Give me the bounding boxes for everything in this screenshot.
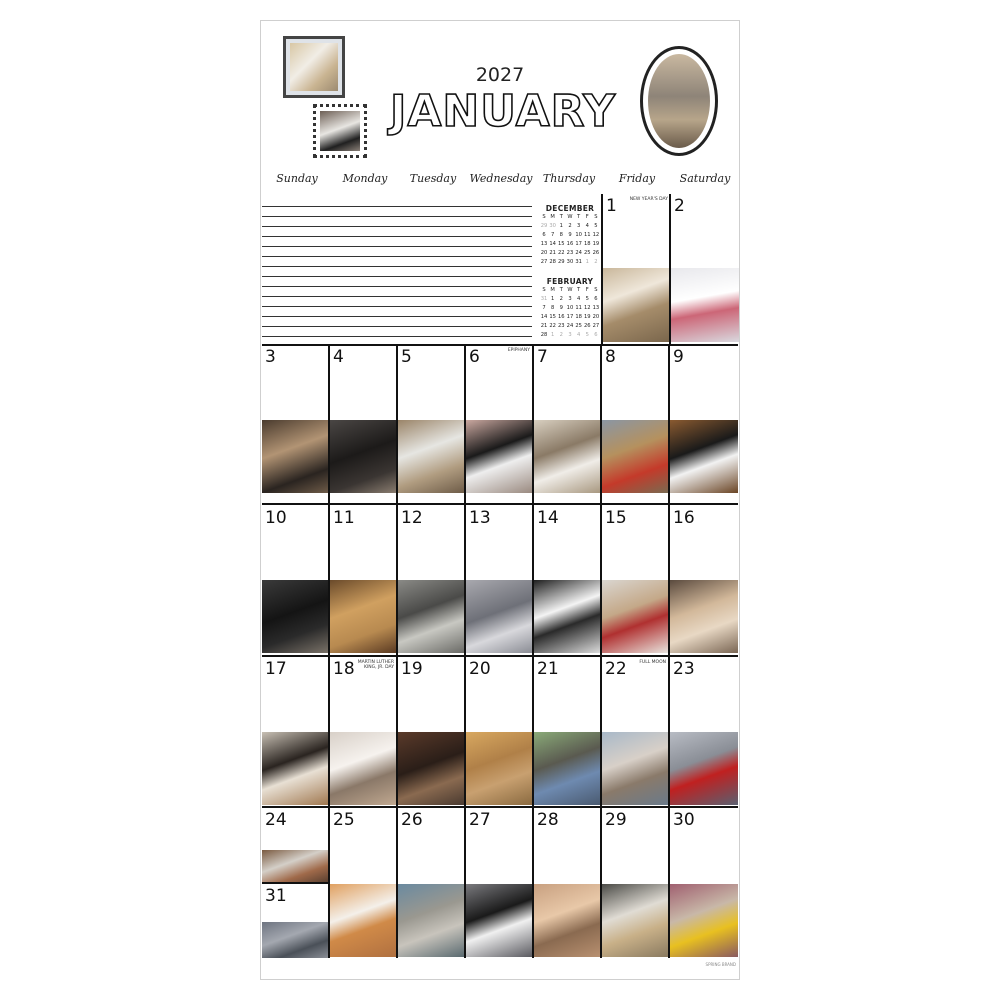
day-20: 20	[469, 659, 491, 679]
day-2: 2	[674, 196, 685, 216]
cat-photo	[670, 884, 738, 957]
cat-photo	[534, 884, 600, 957]
weekday-sunday: Sunday	[276, 172, 318, 185]
mini-calendar-title: DECEMBER	[545, 204, 595, 213]
mini-calendar-week: 13 14 15 16 17 18 19	[540, 241, 600, 247]
day-1: 1	[606, 196, 617, 216]
day-10: 10	[265, 508, 287, 528]
cat-photo	[466, 732, 532, 805]
mini-calendar-week: 7 8 9 10 11 12 13	[542, 305, 600, 311]
day-12: 12	[401, 508, 423, 528]
cat-photo	[398, 732, 464, 805]
publisher-credit: SPRING BRAND	[705, 962, 736, 967]
mini-calendar-header: S M T W T F S	[542, 214, 598, 220]
cat-photo	[466, 420, 532, 493]
cat-photo	[290, 43, 338, 91]
framed-cat-photo-2	[313, 104, 367, 158]
day-3: 3	[265, 347, 276, 367]
day-25: 25	[333, 810, 355, 830]
mini-calendar-week: 27 28 29 30 31 1 2	[540, 259, 598, 265]
cat-photo	[262, 922, 328, 958]
mini-calendar-february	[540, 277, 600, 340]
cat-photo	[262, 420, 328, 493]
day-24: 24	[265, 810, 287, 830]
day-17: 17	[265, 659, 287, 679]
cat-photo	[262, 732, 328, 805]
cat-photo	[648, 54, 710, 148]
cat-photo	[602, 884, 668, 957]
mini-calendar-week: 14 15 16 17 18 19 20	[540, 314, 600, 320]
cat-photo	[330, 884, 396, 957]
mini-calendar-header: S M T W T F S	[542, 287, 598, 293]
calendar-year: 2027	[475, 64, 525, 86]
mini-calendar-week: 28 1 2 3 4 5 6	[540, 332, 598, 338]
weekday-wednesday: Wednesday	[469, 172, 533, 185]
cat-photo	[602, 420, 668, 493]
mini-calendar-week: 29 30 1 2 3 4 5	[540, 223, 598, 229]
day-6: 6	[469, 347, 480, 367]
cat-photo	[398, 420, 464, 493]
day-22: 22	[605, 659, 627, 679]
cat-photo	[670, 420, 738, 493]
mini-calendar-week: 31 1 2 3 4 5 6	[540, 296, 598, 302]
day-7: 7	[537, 347, 548, 367]
holiday-note-mlk: MARTIN LUTHER KING, JR. DAY	[357, 660, 394, 670]
cat-photo	[602, 732, 668, 805]
oval-framed-cat-photo	[640, 46, 718, 156]
day-4: 4	[333, 347, 344, 367]
cat-photo	[603, 268, 669, 342]
day-11: 11	[333, 508, 355, 528]
cat-photo	[398, 580, 464, 653]
holiday-note-epiphany: EPIPHANY	[507, 348, 530, 353]
cat-photo	[330, 580, 396, 653]
mini-calendar-december	[540, 204, 600, 267]
day-16: 16	[673, 508, 695, 528]
day-29: 29	[605, 810, 627, 830]
day-5: 5	[401, 347, 412, 367]
cat-photo	[671, 268, 739, 342]
notes-area	[262, 194, 532, 342]
cat-photo	[670, 580, 738, 653]
day-31: 31	[265, 886, 287, 906]
weekday-saturday: Saturday	[679, 172, 731, 185]
cat-photo	[602, 580, 668, 653]
cat-photo	[398, 884, 464, 957]
day-13: 13	[469, 508, 491, 528]
mini-calendar-week: 20 21 22 23 24 25 26	[540, 250, 600, 256]
cat-photo	[330, 732, 396, 805]
day-21: 21	[537, 659, 559, 679]
holiday-note-new-years: NEW YEAR'S DAY	[629, 197, 668, 202]
weekday-thursday: Thursday	[542, 172, 596, 185]
mini-calendar-week: 21 22 23 24 25 26 27	[540, 323, 600, 329]
day-30: 30	[673, 810, 695, 830]
cat-photo	[262, 580, 328, 653]
day-9: 9	[673, 347, 684, 367]
framed-cat-photo-1	[283, 36, 345, 98]
day-26: 26	[401, 810, 423, 830]
weekday-monday: Monday	[342, 172, 388, 185]
cat-photo	[320, 111, 360, 151]
cat-photo	[466, 884, 532, 957]
cat-photo	[534, 420, 600, 493]
cat-photo	[534, 580, 600, 653]
cat-photo	[262, 850, 328, 882]
day-28: 28	[537, 810, 559, 830]
mini-calendar-title: FEBRUARY	[546, 277, 594, 286]
day-18: 18	[333, 659, 355, 679]
day-27: 27	[469, 810, 491, 830]
day-8: 8	[605, 347, 616, 367]
day-23: 23	[673, 659, 695, 679]
day-14: 14	[537, 508, 559, 528]
day-19: 19	[401, 659, 423, 679]
day-15: 15	[605, 508, 627, 528]
cat-photo	[534, 732, 600, 805]
month-title: JANUARY	[390, 86, 617, 137]
weekday-friday: Friday	[618, 172, 656, 185]
weekday-tuesday: Tuesday	[409, 172, 457, 185]
cat-photo	[670, 732, 738, 805]
mini-calendar-week: 6 7 8 9 10 11 12	[542, 232, 600, 238]
cat-photo	[466, 580, 532, 653]
cat-photo	[330, 420, 396, 493]
holiday-note-full-moon: FULL MOON	[639, 660, 666, 665]
